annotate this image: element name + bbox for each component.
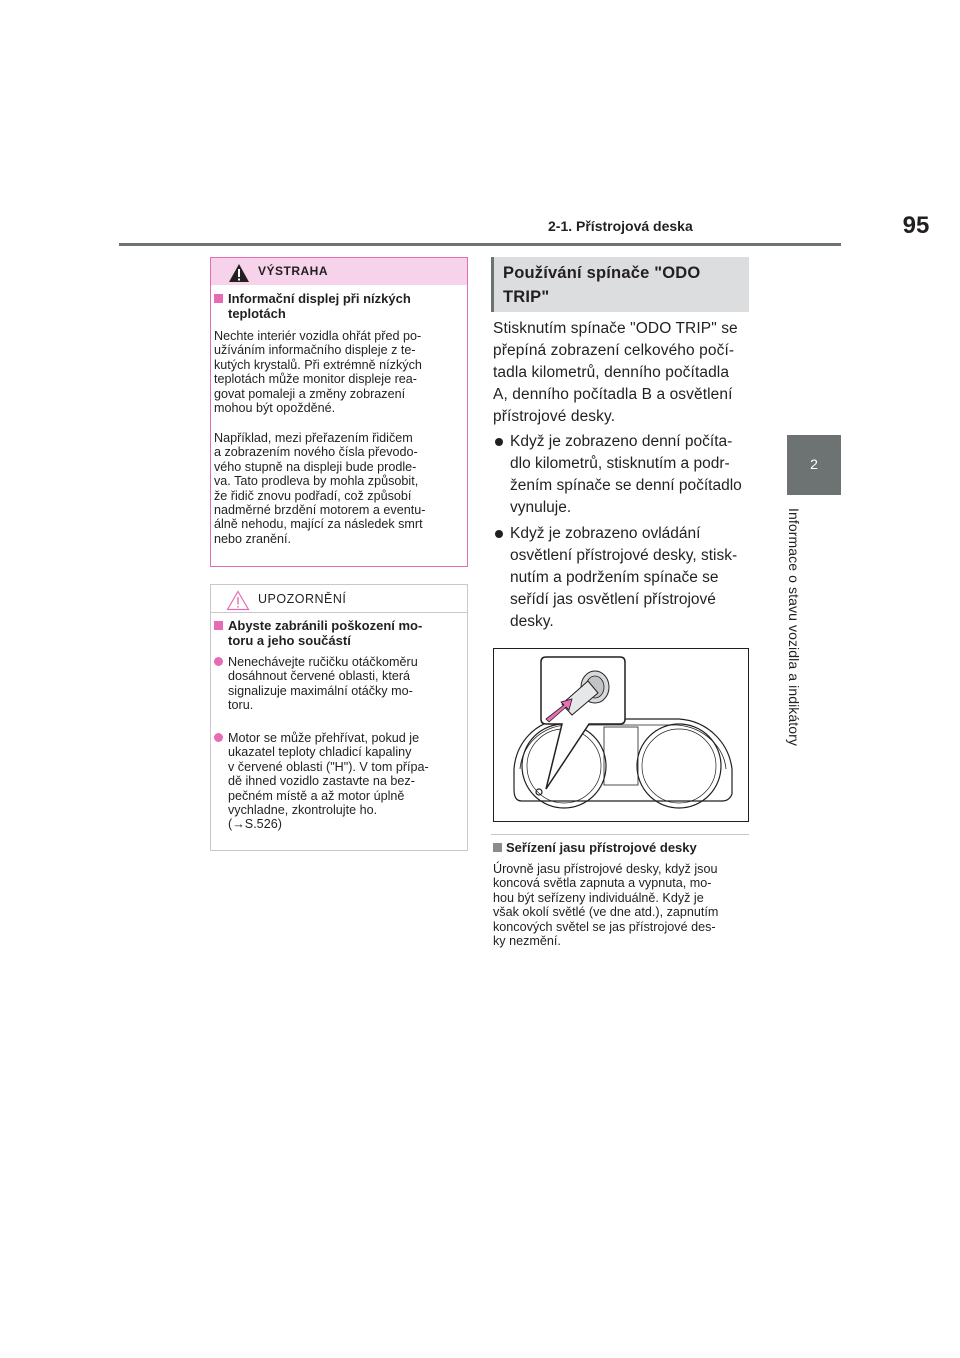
subsection-rule <box>491 834 749 835</box>
warning-paragraph-2: Například, mezi přeřazením řidičem a zobrazením nového čísla převodo- vého stupně na displeji bude prodle- va. Tato prodleva by mohla způsobit, že řidič znovu podřadí, což způsobí nadměrné brzdění motorem a eventu- álně nehodu, mající za následek smrt nebo zranění. <box>214 431 426 546</box>
square-bullet-icon <box>214 294 223 303</box>
caution-icon <box>226 590 250 611</box>
intro-paragraph: Stisknutím spínače "ODO TRIP" se přepíná zobrazení celkového počí- tadla kilometrů, denního počítadla A, denního počítadla B a osvětlení přístrojové desky. <box>493 320 738 425</box>
instrument-cluster-illustration <box>494 649 748 821</box>
bullet-dot-icon <box>495 438 503 446</box>
bullet-trip-reset: Když je zobrazeno denní počíta- dlo kilometrů, stisknutím a podr- žením spínače se denní počítadlo vynuluje. <box>493 431 751 521</box>
caution-bullet-1: Nenechávejte ručičku otáčkoměru dosáhnout červené oblasti, která signalizuje maximální otáčky mo- toru. <box>214 655 464 713</box>
section-title: 2-1. Přístrojová deska <box>548 218 693 234</box>
section-heading: Používání spínače "ODO TRIP" <box>503 264 701 306</box>
warning-title: VÝSTRAHA <box>258 264 329 278</box>
bullet-brightness: Když je zobrazeno ovládání osvětlení přístrojové desky, stisk- nutím a podržením spínače se seřídí jas osvětlení přístrojové desky. <box>493 523 751 635</box>
caution-subtitle: Abyste zabránili poškození mo- toru a jeho součástí <box>214 618 464 648</box>
warning-paragraph-1: Nechte interiér vozidla ohřát před po- užíváním informačního displeje z te- kutých krystalů. Při extrémně nízkých teplotách může monitor displeje rea- govat pomaleji a změny zobrazení mohou být opožděné. <box>214 329 422 416</box>
caution-bullet-2: Motor se může přehřívat, pokud je ukazatel teploty chladicí kapaliny v červené oblasti ("H"). V tom přípa- dě ihned vozidlo zastavte na bez- pečném místě a až motor úplně vychladne, zkontrolujte ho. (→S.526) <box>214 731 464 832</box>
warning-icon <box>228 263 250 283</box>
instrument-cluster-figure <box>493 648 749 822</box>
chapter-number: 2 <box>810 456 818 472</box>
square-bullet-icon <box>493 843 502 852</box>
chapter-title: Informace o stavu vozidla a indikátory <box>786 508 802 747</box>
caution-title: UPOZORNĚNÍ <box>258 592 347 606</box>
bullet-dot-icon <box>495 530 503 538</box>
round-bullet-icon <box>214 733 223 742</box>
square-bullet-icon <box>214 621 223 630</box>
warning-subtitle: Informační displej při nízkých teplotách <box>214 291 464 321</box>
page-number: 95 <box>902 212 930 239</box>
subsection-paragraph: Úrovně jasu přístrojové desky, když jsou koncová světla zapnuta a vypnuta, mo- hou být seřízeny individuálně. Když je však okolí světlé (ve dne atd.), zapnutím koncových světel se jas přístrojové des- ky nezmění. <box>493 862 719 949</box>
round-bullet-icon <box>214 657 223 666</box>
subsection-title: Seřízení jasu přístrojové desky <box>493 840 751 855</box>
header-rule <box>119 243 841 246</box>
